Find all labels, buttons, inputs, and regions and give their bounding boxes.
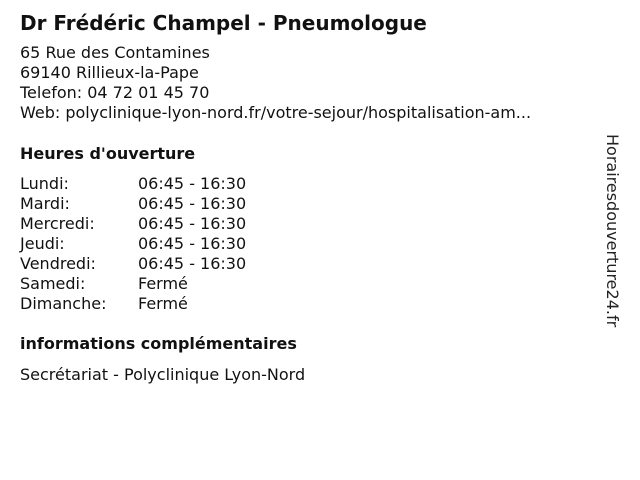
page-title: Dr Frédéric Champel - Pneumologue <box>20 11 427 35</box>
additional-info-text: Secrétariat - Polyclinique Lyon-Nord <box>20 365 306 384</box>
time-value: 06:45 - 16:30 <box>138 194 247 213</box>
day-label: Lundi: <box>20 174 69 193</box>
day-label: Vendredi: <box>20 254 96 273</box>
time-value: 06:45 - 16:30 <box>138 174 247 193</box>
website-link[interactable]: Web: polyclinique-lyon-nord.fr/votre-sejour/hospitalisation-am... <box>20 103 532 122</box>
day-label: Samedi: <box>20 274 86 293</box>
time-value: Fermé <box>138 274 188 293</box>
day-label: Mardi: <box>20 194 70 213</box>
time-value: 06:45 - 16:30 <box>138 234 247 253</box>
opening-hours-heading: Heures d'ouverture <box>20 144 196 163</box>
time-value: 06:45 - 16:30 <box>138 214 247 233</box>
day-label: Dimanche: <box>20 294 107 313</box>
time-value: 06:45 - 16:30 <box>138 254 247 273</box>
address-city: 69140 Rillieux-la-Pape <box>20 63 199 82</box>
time-value: Fermé <box>138 294 188 313</box>
day-label: Mercredi: <box>20 214 95 233</box>
contact-info <box>20 43 531 123</box>
site-watermark: Horairesdouverture24.fr <box>603 134 622 328</box>
phone-number[interactable]: Telefon: 04 72 01 45 70 <box>20 83 210 102</box>
day-label: Jeudi: <box>20 234 65 253</box>
address-street: 65 Rue des Contamines <box>20 43 210 62</box>
additional-info-heading: informations complémentaires <box>20 334 297 353</box>
